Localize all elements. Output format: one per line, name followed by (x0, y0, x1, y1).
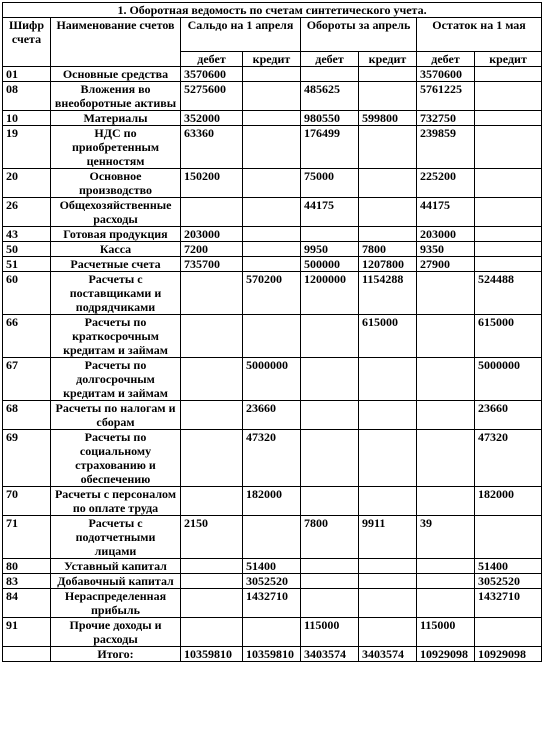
turnover-credit-cell: 1207800 (359, 257, 417, 272)
account-name-cell: Касса (51, 242, 181, 257)
account-code-cell: 51 (3, 257, 51, 272)
total-closing-credit: 10929098 (475, 647, 542, 662)
header-closing-debit: дебет (417, 52, 475, 67)
account-name-cell: Нераспределенная прибыль (51, 589, 181, 618)
account-code-cell: 60 (3, 272, 51, 315)
opening-debit-cell (181, 401, 243, 430)
account-name-cell: Расчеты с подотчетными лицами (51, 516, 181, 559)
account-code-cell: 10 (3, 111, 51, 126)
closing-credit-cell (475, 618, 542, 647)
account-name-cell: Добавочный капитал (51, 574, 181, 589)
closing-debit-cell: 732750 (417, 111, 475, 126)
account-code-cell: 01 (3, 67, 51, 82)
account-name-cell: Расчеты с поставщиками и подрядчиками (51, 272, 181, 315)
account-name-cell: Расчеты по социальному страхованию и обеспечению (51, 430, 181, 487)
opening-credit-cell: 1432710 (243, 589, 301, 618)
closing-debit-cell: 239859 (417, 126, 475, 169)
turnover-sheet-table (2, 2, 542, 662)
account-name-cell: Готовая продукция (51, 227, 181, 242)
turnover-debit-cell (301, 559, 359, 574)
total-closing-debit: 10929098 (417, 647, 475, 662)
opening-debit-cell (181, 589, 243, 618)
turnover-debit-cell: 7800 (301, 516, 359, 559)
total-turnover-debit: 3403574 (301, 647, 359, 662)
opening-credit-cell (243, 227, 301, 242)
turnover-debit-cell: 9950 (301, 242, 359, 257)
turnover-debit-cell: 75000 (301, 169, 359, 198)
header-opening-balance: Сальдо на 1 апреля (181, 18, 301, 52)
account-code-cell: 08 (3, 82, 51, 111)
header-name: Наименование счетов (51, 18, 181, 67)
opening-credit-cell: 47320 (243, 430, 301, 487)
account-name-cell: Общехозяйственные расходы (51, 198, 181, 227)
closing-debit-cell: 44175 (417, 198, 475, 227)
account-name-cell: Расчетные счета (51, 257, 181, 272)
table-row (3, 82, 542, 111)
table-row (3, 618, 542, 647)
turnover-debit-cell: 980550 (301, 111, 359, 126)
opening-credit-cell (243, 82, 301, 111)
turnover-credit-cell: 599800 (359, 111, 417, 126)
account-name-cell: НДС по приобретенным ценностям (51, 126, 181, 169)
account-code-cell: 91 (3, 618, 51, 647)
header-closing-credit: кредит (475, 52, 542, 67)
turnover-debit-cell (301, 589, 359, 618)
table-body (3, 67, 542, 647)
turnover-credit-cell (359, 589, 417, 618)
turnover-debit-cell: 485625 (301, 82, 359, 111)
turnover-debit-cell (301, 430, 359, 487)
opening-credit-cell: 51400 (243, 559, 301, 574)
account-code-cell: 80 (3, 559, 51, 574)
closing-credit-cell: 182000 (475, 487, 542, 516)
opening-debit-cell: 352000 (181, 111, 243, 126)
opening-credit-cell: 23660 (243, 401, 301, 430)
table-row (3, 315, 542, 358)
opening-debit-cell: 203000 (181, 227, 243, 242)
turnover-credit-cell (359, 126, 417, 169)
closing-credit-cell: 615000 (475, 315, 542, 358)
account-name-cell: Расчеты по краткосрочным кредитам и займам (51, 315, 181, 358)
table-row (3, 272, 542, 315)
turnover-debit-cell: 44175 (301, 198, 359, 227)
turnover-credit-cell (359, 227, 417, 242)
opening-credit-cell (243, 111, 301, 126)
table-row (3, 67, 542, 82)
opening-debit-cell (181, 487, 243, 516)
closing-credit-cell (475, 169, 542, 198)
turnover-credit-cell (359, 487, 417, 516)
total-label: Итого: (51, 647, 181, 662)
closing-credit-cell (475, 67, 542, 82)
opening-debit-cell: 5275600 (181, 82, 243, 111)
turnover-debit-cell: 500000 (301, 257, 359, 272)
opening-debit-cell (181, 358, 243, 401)
closing-debit-cell (417, 487, 475, 516)
opening-credit-cell (243, 126, 301, 169)
opening-credit-cell (243, 257, 301, 272)
closing-debit-cell: 27900 (417, 257, 475, 272)
table-row (3, 169, 542, 198)
table-row (3, 227, 542, 242)
turnover-credit-cell: 615000 (359, 315, 417, 358)
opening-credit-cell (243, 242, 301, 257)
turnover-debit-cell (301, 401, 359, 430)
table-row (3, 574, 542, 589)
closing-credit-cell (475, 257, 542, 272)
turnover-credit-cell (359, 401, 417, 430)
opening-debit-cell (181, 198, 243, 227)
turnover-debit-cell (301, 487, 359, 516)
turnover-debit-cell (301, 227, 359, 242)
header-turnover: Обороты за апрель (301, 18, 417, 52)
turnover-debit-cell (301, 67, 359, 82)
closing-credit-cell: 5000000 (475, 358, 542, 401)
table-row (3, 242, 542, 257)
closing-debit-cell (417, 589, 475, 618)
total-turnover-credit: 3403574 (359, 647, 417, 662)
closing-credit-cell (475, 227, 542, 242)
closing-debit-cell: 3570600 (417, 67, 475, 82)
turnover-debit-cell (301, 574, 359, 589)
closing-debit-cell: 39 (417, 516, 475, 559)
account-name-cell: Прочие доходы и расходы (51, 618, 181, 647)
table-row (3, 257, 542, 272)
account-code-cell: 26 (3, 198, 51, 227)
account-code-cell: 71 (3, 516, 51, 559)
header-opening-debit: дебет (181, 52, 243, 67)
opening-debit-cell (181, 559, 243, 574)
account-name-cell: Основные средства (51, 67, 181, 82)
table-title: 1. Оборотная ведомость по счетам синтетического учета. (3, 3, 542, 18)
account-code-cell: 70 (3, 487, 51, 516)
opening-credit-cell (243, 169, 301, 198)
closing-debit-cell (417, 559, 475, 574)
turnover-credit-cell: 9911 (359, 516, 417, 559)
account-name-cell: Вложения во внеоборотные активы (51, 82, 181, 111)
account-code-cell: 84 (3, 589, 51, 618)
turnover-debit-cell: 1200000 (301, 272, 359, 315)
closing-credit-cell: 1432710 (475, 589, 542, 618)
opening-debit-cell: 63360 (181, 126, 243, 169)
header-opening-credit: кредит (243, 52, 301, 67)
closing-credit-cell (475, 242, 542, 257)
turnover-credit-cell (359, 82, 417, 111)
table-row (3, 589, 542, 618)
total-row (3, 647, 542, 662)
closing-credit-cell (475, 82, 542, 111)
closing-debit-cell: 115000 (417, 618, 475, 647)
opening-credit-cell (243, 315, 301, 358)
opening-debit-cell: 3570600 (181, 67, 243, 82)
opening-debit-cell (181, 315, 243, 358)
opening-credit-cell: 5000000 (243, 358, 301, 401)
account-code-cell: 43 (3, 227, 51, 242)
account-name-cell: Материалы (51, 111, 181, 126)
total-code-cell (3, 647, 51, 662)
opening-credit-cell: 182000 (243, 487, 301, 516)
opening-debit-cell (181, 618, 243, 647)
table-row (3, 516, 542, 559)
turnover-credit-cell (359, 358, 417, 401)
closing-credit-cell: 23660 (475, 401, 542, 430)
turnover-credit-cell (359, 169, 417, 198)
opening-debit-cell (181, 272, 243, 315)
closing-debit-cell: 5761225 (417, 82, 475, 111)
header-closing-balance: Остаток на 1 мая (417, 18, 542, 52)
closing-debit-cell (417, 358, 475, 401)
turnover-credit-cell: 7800 (359, 242, 417, 257)
table-row (3, 401, 542, 430)
opening-debit-cell: 150200 (181, 169, 243, 198)
closing-credit-cell (475, 111, 542, 126)
total-opening-credit: 10359810 (243, 647, 301, 662)
account-code-cell: 67 (3, 358, 51, 401)
turnover-debit-cell (301, 358, 359, 401)
turnover-credit-cell (359, 559, 417, 574)
turnover-debit-cell: 176499 (301, 126, 359, 169)
closing-debit-cell (417, 272, 475, 315)
turnover-credit-cell (359, 430, 417, 487)
closing-debit-cell (417, 430, 475, 487)
header-code: Шифр счета (3, 18, 51, 67)
turnover-debit-cell (301, 315, 359, 358)
closing-credit-cell (475, 198, 542, 227)
opening-credit-cell (243, 516, 301, 559)
header-turnover-credit: кредит (359, 52, 417, 67)
account-code-cell: 19 (3, 126, 51, 169)
account-code-cell: 66 (3, 315, 51, 358)
closing-credit-cell: 524488 (475, 272, 542, 315)
turnover-credit-cell (359, 574, 417, 589)
table-row (3, 111, 542, 126)
account-name-cell: Основное производство (51, 169, 181, 198)
opening-credit-cell (243, 618, 301, 647)
closing-credit-cell: 3052520 (475, 574, 542, 589)
turnover-debit-cell: 115000 (301, 618, 359, 647)
closing-credit-cell (475, 126, 542, 169)
account-code-cell: 50 (3, 242, 51, 257)
closing-debit-cell: 225200 (417, 169, 475, 198)
turnover-credit-cell (359, 618, 417, 647)
opening-credit-cell: 570200 (243, 272, 301, 315)
total-opening-debit: 10359810 (181, 647, 243, 662)
account-name-cell: Расчеты по долгосрочным кредитам и займам (51, 358, 181, 401)
account-name-cell: Уставный капитал (51, 559, 181, 574)
table-row (3, 430, 542, 487)
account-code-cell: 83 (3, 574, 51, 589)
account-code-cell: 69 (3, 430, 51, 487)
account-name-cell: Расчеты по налогам и сборам (51, 401, 181, 430)
table-row (3, 358, 542, 401)
header-turnover-debit: дебет (301, 52, 359, 67)
closing-debit-cell (417, 574, 475, 589)
closing-credit-cell (475, 516, 542, 559)
closing-credit-cell: 51400 (475, 559, 542, 574)
closing-credit-cell: 47320 (475, 430, 542, 487)
turnover-credit-cell: 1154288 (359, 272, 417, 315)
opening-debit-cell: 2150 (181, 516, 243, 559)
opening-debit-cell: 7200 (181, 242, 243, 257)
table-row (3, 559, 542, 574)
table-row (3, 198, 542, 227)
account-code-cell: 20 (3, 169, 51, 198)
opening-credit-cell: 3052520 (243, 574, 301, 589)
opening-credit-cell (243, 67, 301, 82)
opening-debit-cell (181, 574, 243, 589)
turnover-credit-cell (359, 198, 417, 227)
table-row (3, 126, 542, 169)
turnover-credit-cell (359, 67, 417, 82)
table-row (3, 487, 542, 516)
closing-debit-cell (417, 315, 475, 358)
account-code-cell: 68 (3, 401, 51, 430)
opening-credit-cell (243, 198, 301, 227)
account-name-cell: Расчеты с персоналом по оплате труда (51, 487, 181, 516)
opening-debit-cell (181, 430, 243, 487)
opening-debit-cell: 735700 (181, 257, 243, 272)
closing-debit-cell: 9350 (417, 242, 475, 257)
closing-debit-cell (417, 401, 475, 430)
closing-debit-cell: 203000 (417, 227, 475, 242)
